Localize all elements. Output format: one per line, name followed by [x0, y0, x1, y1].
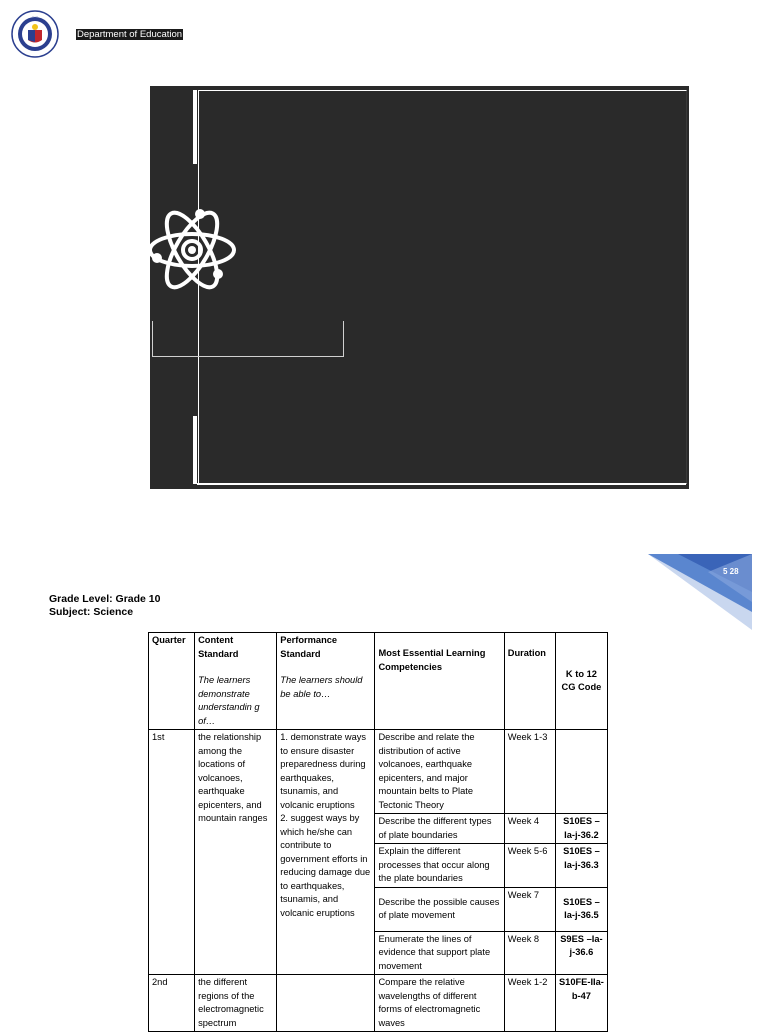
cover-bar-bottom — [193, 416, 197, 484]
table-header-row — [149, 633, 608, 730]
table-row — [149, 730, 608, 814]
cover-inner-frame — [198, 90, 687, 484]
q1-melc-1: Describe and relate the distribution of active volcanoes, earthquake epicenters, and major mountain belts to Plate Tectonic Theory — [375, 730, 504, 814]
table-row — [149, 975, 608, 1032]
q1-code-1 — [555, 730, 607, 814]
q2-melc: Compare the relative wavelengths of different forms of electromagnetic waves — [375, 975, 504, 1032]
q1-code-2: S10ES – Ia-j-36.2 — [555, 814, 607, 844]
q2-performance-standard — [277, 975, 375, 1032]
department-name: Department of Education — [77, 29, 183, 40]
svg-text:·····: ····· — [31, 14, 39, 19]
q1-duration-5: Week 8 — [504, 931, 555, 975]
corner-decoration — [648, 552, 752, 630]
q1-melc-2: Describe the different types of plate boundaries — [375, 814, 504, 844]
q1-code-3: S10ES – Ia-j-36.3 — [555, 844, 607, 888]
header-content-label: Content Standard — [198, 635, 239, 659]
grade-subject-block — [49, 593, 160, 619]
deped-seal-icon — [11, 10, 59, 58]
q2-code: S10FE-IIa-b-47 — [555, 975, 607, 1032]
q1-code-5: S9ES –Ia-j-36.6 — [555, 931, 607, 975]
q2-quarter: 2nd — [149, 975, 195, 1032]
cover-bar-top — [193, 90, 197, 164]
q1-duration-1: Week 1-3 — [504, 730, 555, 814]
header-content-sub: The learners demonstrate understandin g of… — [198, 675, 260, 726]
header-melc-label: Most Essential Learning Competencies — [378, 648, 486, 672]
q2-content-standard: the different regions of the electromagnetic spectrum — [195, 975, 277, 1032]
q1-duration-4: Week 7 — [504, 887, 555, 931]
q1-performance-1: 1. demonstrate ways to ensure disaster preparedness during earthquakes, tsunamis, and volcanic eruptions — [280, 732, 367, 810]
header-performance-label: Performance Standard — [280, 635, 338, 659]
header-duration — [504, 633, 555, 730]
cover-title-box — [152, 321, 344, 357]
header-performance-standard — [277, 633, 375, 730]
header-quarter: Quarter — [149, 633, 195, 730]
page-number: 5 28 — [723, 567, 739, 576]
header-melc — [375, 633, 504, 730]
melc-table — [148, 632, 608, 1032]
q1-melc-5: Enumerate the lines of evidence that support plate movement — [375, 931, 504, 975]
q1-performance-standard — [277, 730, 375, 975]
q1-code-4: S10ES – Ia-j-36.5 — [555, 887, 607, 931]
q1-content-standard: the relationship among the locations of volcanoes, earthquake epicenters, and mountain ranges — [195, 730, 277, 975]
header-performance-sub: The learners should be able to… — [280, 675, 363, 699]
q1-quarter: 1st — [149, 730, 195, 975]
header-cg-code: K to 12 CG Code — [555, 633, 607, 730]
subject: Subject: Science — [49, 606, 134, 618]
header-duration-label: Duration — [507, 648, 546, 658]
grade-level: Grade Level: Grade 10 — [49, 593, 161, 605]
cover-panel — [150, 86, 689, 489]
header-content-standard — [195, 633, 277, 730]
q1-melc-3: Explain the different processes that occur along the plate boundaries — [375, 844, 504, 888]
q1-duration-3: Week 5-6 — [504, 844, 555, 888]
q1-melc-4: Describe the possible causes of plate movement — [375, 887, 504, 931]
q1-duration-2: Week 4 — [504, 814, 555, 844]
q2-duration: Week 1-2 — [504, 975, 555, 1032]
atom-icon — [148, 202, 238, 298]
q1-performance-2: 2. suggest ways by which he/she can contribute to government efforts in reducing damage due to earthquakes, tsunamis, and volcanic eruptions — [280, 813, 371, 918]
cover-bottom-line — [197, 483, 686, 485]
